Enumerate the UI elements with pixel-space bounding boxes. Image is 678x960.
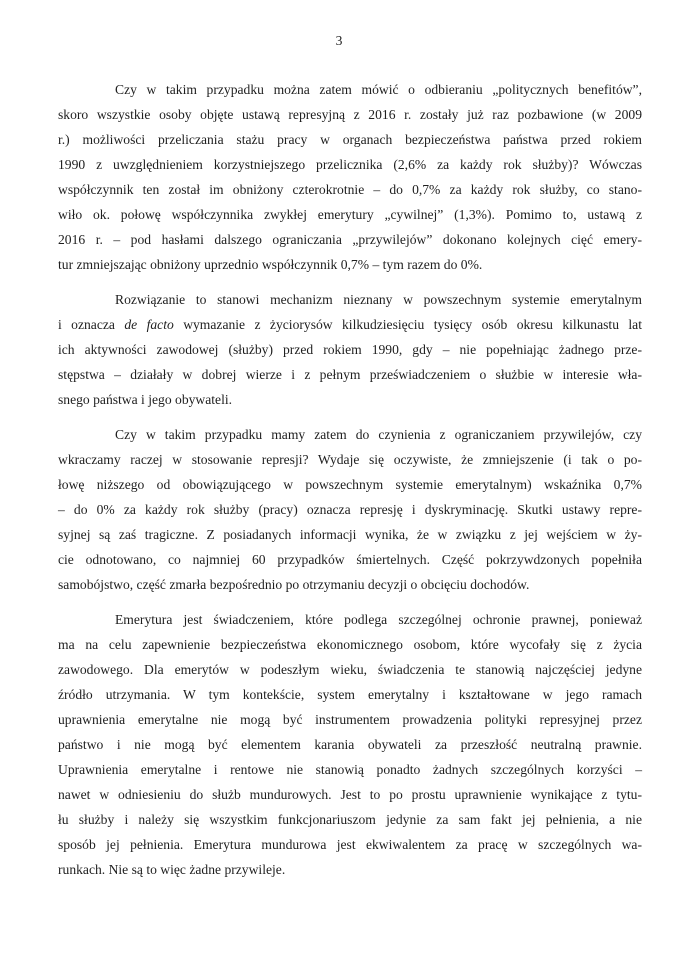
text-line xyxy=(58,102,642,127)
text-line xyxy=(58,422,642,447)
text-line xyxy=(58,607,642,632)
text-run: tur zmniejszając obniżony uprzednio współczynnik 0,7% – tym razem do 0%. xyxy=(58,257,483,272)
text-line xyxy=(58,447,642,472)
text-run: źródło utrzymania. W tym kontekście, system emerytalny i kształtowane w jego ramach xyxy=(58,687,642,702)
text-run: współczynnik ten został im obniżony czterokrotnie – do 0,7% za każdy rok służby, co stano- xyxy=(58,182,642,197)
text-line xyxy=(58,287,642,312)
text-run: r.) możliwości przeliczania stażu pracy w organach bezpieczeństwa państwa przed rokiem xyxy=(58,132,642,147)
text-line xyxy=(58,657,642,682)
text-line xyxy=(58,732,642,757)
text-line xyxy=(58,127,642,152)
text-line xyxy=(58,227,642,252)
text-line xyxy=(58,807,642,832)
text-run: skoro wszystkie osoby objęte ustawą represyjną z 2016 r. zostały już raz pozbawione (w 2009 xyxy=(58,107,642,122)
text-line xyxy=(58,572,642,597)
text-run: snego państwa i jego obywateli. xyxy=(58,392,233,407)
text-line xyxy=(58,857,642,882)
text-line xyxy=(58,472,642,497)
text-run: państwo i nie mogą być elementem karania obywateli za przeszłość neutralną prawnie. xyxy=(58,737,642,752)
paragraph xyxy=(58,422,642,597)
text-run: 2016 r. – pod hasłami dalszego ograniczania „przywilejów” dokonano kolejnych cięć emery- xyxy=(58,232,642,247)
text-run: i oznacza xyxy=(58,317,125,332)
text-run: syjnej są zaś tragiczne. Z posiadanych informacji wynika, że w związku z jej wejściem w ży- xyxy=(58,527,642,542)
text-run: Uprawnienia emerytalne i rentowe nie stanowią ponadto żadnych szczególnych korzyści – xyxy=(58,762,642,777)
text-line xyxy=(58,632,642,657)
text-line xyxy=(58,312,642,337)
text-run: Czy w takim przypadku mamy zatem do czynienia z ograniczaniem przywilejów, czy xyxy=(115,427,642,442)
text-line xyxy=(58,362,642,387)
text-line xyxy=(58,337,642,362)
paragraph xyxy=(58,77,642,277)
text-run: ma na celu zapewnienie bezpieczeństwa ekonomicznego osobom, które wycofały się z życia xyxy=(58,637,642,652)
text-run: stępstwa – działały w dobrej wierze i z pełnym przeświadczeniem o służbie w interesie wła- xyxy=(58,367,642,382)
page-number: 3 xyxy=(335,33,343,48)
text-run: cie odnotowano, co najmniej 60 przypadków śmiertelnych. Część pokrzywdzonych popełniła xyxy=(58,552,642,567)
text-run: ich aktywności zawodowej (służby) przed rokiem 1990, gdy – nie popełniając żadnego prze- xyxy=(58,342,642,357)
text-line xyxy=(58,682,642,707)
text-line xyxy=(58,522,642,547)
text-line xyxy=(58,707,642,732)
text-line xyxy=(58,202,642,227)
paragraph xyxy=(58,607,642,882)
text-run: Czy w takim przypadku można zatem mówić o odbieraniu „politycznych benefitów”, xyxy=(115,82,642,97)
text-run: samobójstwo, część zmarła bezpośrednio po otrzymaniu decyzji o obcięciu dochodów. xyxy=(58,577,530,592)
text-line xyxy=(58,547,642,572)
text-line xyxy=(58,497,642,522)
text-run: Emerytura jest świadczeniem, które podlega szczególnej ochronie prawnej, ponieważ xyxy=(115,612,642,627)
document-body xyxy=(58,77,642,882)
text-line xyxy=(58,832,642,857)
text-line xyxy=(58,152,642,177)
text-line xyxy=(58,782,642,807)
text-run: łowę niższego od obowiązującego w powszechnym systemie emerytalnym) wskaźnika 0,7% xyxy=(58,477,642,492)
text-run: uprawnienia emerytalne nie mogą być instrumentem prowadzenia polityki represyjnej przez xyxy=(58,712,642,727)
text-run: łu służby i należy się wszystkim funkcjonariuszom jedynie za sam fakt jej pełnienia, a nie xyxy=(58,812,642,827)
italic-text-run: de facto xyxy=(124,317,174,332)
paragraph xyxy=(58,287,642,412)
text-run: sposób jej pełnienia. Emerytura mundurowa jest ekwiwalentem za pracę w szczególnych wa- xyxy=(58,837,642,852)
text-line xyxy=(58,252,642,277)
text-line xyxy=(58,757,642,782)
text-run: wkraczamy raczej w stosowanie represji? Wydaje się oczywiste, że zmniejszenie (i tak o po- xyxy=(58,452,642,467)
text-run: 1990 z uwzględnieniem korzystniejszego przelicznika (2,6% za każdy rok służby)? Wówczas xyxy=(58,157,642,172)
text-line xyxy=(58,77,642,102)
text-run: wymazanie z życiorysów kilkudziesięciu tysięcy osób okresu kilkunastu lat xyxy=(173,317,642,332)
text-run: Rozwiązanie to stanowi mechanizm nieznany w powszechnym systemie emerytalnym xyxy=(115,292,642,307)
text-run: runkach. Nie są to więc żadne przywileje. xyxy=(58,862,286,877)
text-run: nawet w odniesieniu do służb mundurowych. Jest to po prostu uprawnienie wynikające z tytu- xyxy=(58,787,642,802)
text-line xyxy=(58,387,642,412)
text-run: zawodowego. Dla emerytów w podeszłym wieku, świadczenia te stanowią najczęściej jedyne xyxy=(58,662,642,677)
text-run: wiło ok. połowę współczynnika zwykłej emerytury „cywilnej” (1,3%). Pomimo to, ustawą z xyxy=(58,207,642,222)
text-run: – do 0% za każdy rok służby (pracy) oznacza represję i dyskryminację. Skutki ustawy repre- xyxy=(58,502,642,517)
text-line xyxy=(58,177,642,202)
